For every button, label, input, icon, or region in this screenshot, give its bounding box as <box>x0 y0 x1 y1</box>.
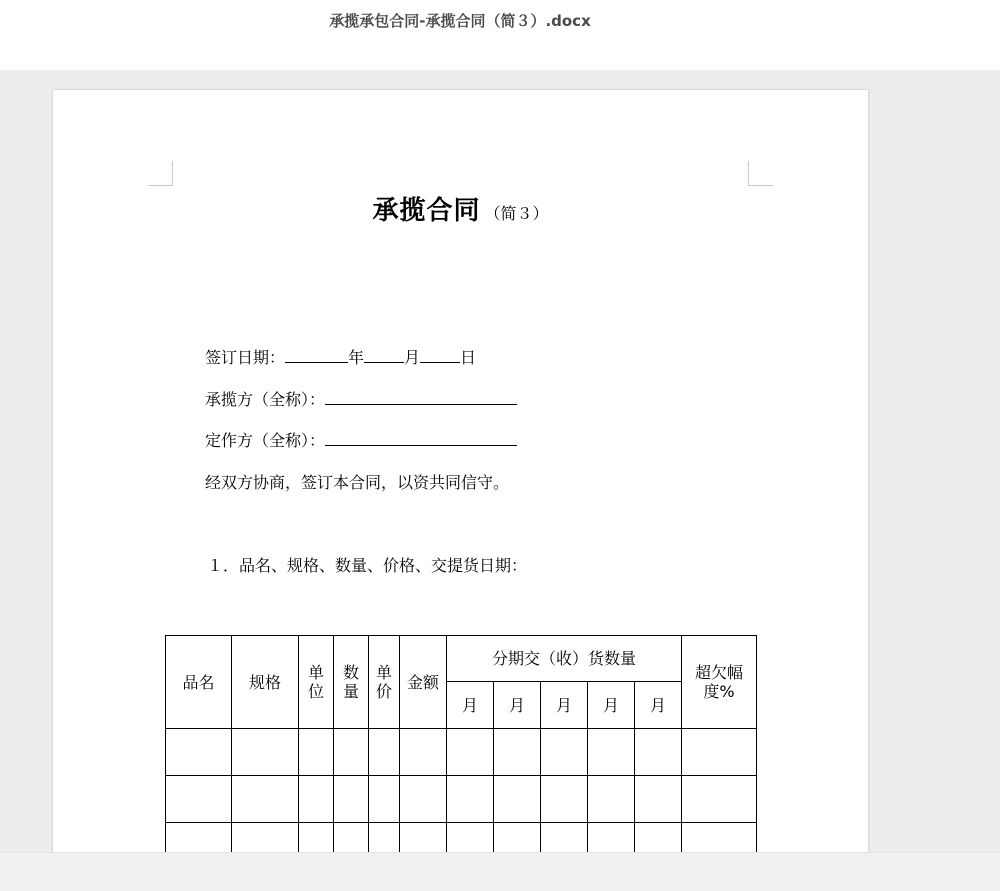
table-cell[interactable] <box>299 776 334 823</box>
table-row[interactable] <box>166 823 757 853</box>
table-cell[interactable] <box>635 776 682 823</box>
table-cell[interactable] <box>494 776 541 823</box>
contract-subtitle: （简３） <box>484 204 549 223</box>
header-month: 月 <box>447 682 494 729</box>
table-cell[interactable] <box>588 776 635 823</box>
year-blank <box>285 348 348 363</box>
orderer-label: 定作方（全称）： <box>205 431 326 450</box>
contractor-blank <box>325 390 517 405</box>
year-label: 年 <box>348 348 365 367</box>
table-cell[interactable] <box>232 729 299 776</box>
table-cell[interactable] <box>541 823 588 853</box>
table-cell[interactable] <box>588 729 635 776</box>
table-cell[interactable] <box>588 823 635 853</box>
table-cell[interactable] <box>682 776 757 823</box>
table-cell[interactable] <box>369 729 400 776</box>
contract-title: 承揽合同 <box>372 196 481 226</box>
header-unit: 单位 <box>307 663 324 701</box>
table-cell[interactable] <box>494 823 541 853</box>
table-cell[interactable] <box>541 729 588 776</box>
document-title: 承揽承包合同-承揽合同（简３）.docx <box>329 12 591 30</box>
document-page[interactable] <box>53 90 868 852</box>
table-cell[interactable] <box>447 776 494 823</box>
orderer-line <box>205 428 517 451</box>
header-over-cell <box>682 636 757 729</box>
table-cell[interactable] <box>447 729 494 776</box>
table-cell[interactable] <box>400 776 447 823</box>
table-cell[interactable] <box>400 729 447 776</box>
header-unit-cell <box>299 636 334 729</box>
orderer-blank <box>325 431 517 446</box>
table-row[interactable] <box>166 729 757 776</box>
table-cell[interactable] <box>682 823 757 853</box>
bottom-bar <box>0 852 1000 891</box>
month-label: 月 <box>404 348 421 367</box>
header-name: 品名 <box>166 636 232 729</box>
table-cell[interactable] <box>299 729 334 776</box>
table-cell[interactable] <box>334 776 369 823</box>
contract-heading <box>53 190 868 227</box>
header-price-cell <box>369 636 400 729</box>
table-cell[interactable] <box>494 729 541 776</box>
header-spec: 规格 <box>232 636 299 729</box>
table-cell[interactable] <box>635 823 682 853</box>
table-cell[interactable] <box>232 823 299 853</box>
table-cell[interactable] <box>400 823 447 853</box>
sign-date-label: 签订日期： <box>205 348 286 367</box>
table-cell[interactable] <box>232 776 299 823</box>
contractor-label: 承揽方（全称）： <box>205 390 326 409</box>
header-month: 月 <box>635 682 682 729</box>
header-amount: 金额 <box>400 636 447 729</box>
margin-mark-top-left <box>148 161 173 186</box>
goods-table <box>165 635 757 852</box>
day-blank <box>420 348 460 363</box>
intro-paragraph: 经双方协商，签订本合同，以资共同信守。 <box>205 473 510 492</box>
header-qty: 数量 <box>342 663 359 701</box>
document-canvas[interactable] <box>0 70 1000 852</box>
clause-1: １．品名、规格、数量、价格、交提货日期： <box>207 556 528 575</box>
header-price: 单价 <box>375 663 392 701</box>
header-month: 月 <box>494 682 541 729</box>
table-cell[interactable] <box>369 776 400 823</box>
month-blank <box>364 348 404 363</box>
margin-mark-top-right <box>748 161 773 186</box>
table-cell[interactable] <box>166 823 232 853</box>
title-bar <box>0 0 1000 70</box>
header-qty-cell <box>334 636 369 729</box>
table-cell[interactable] <box>334 729 369 776</box>
header-over: 超欠幅度% <box>694 663 743 701</box>
day-label: 日 <box>460 348 477 367</box>
header-batch: 分期交（收）货数量 <box>447 636 682 682</box>
table-header-row <box>166 636 757 682</box>
table-cell[interactable] <box>635 729 682 776</box>
sign-date-line <box>205 345 476 368</box>
table-cell[interactable] <box>541 776 588 823</box>
table-cell[interactable] <box>682 729 757 776</box>
header-month: 月 <box>588 682 635 729</box>
header-month: 月 <box>541 682 588 729</box>
table-cell[interactable] <box>166 776 232 823</box>
table-cell[interactable] <box>369 823 400 853</box>
table-cell[interactable] <box>299 823 334 853</box>
table-row[interactable] <box>166 776 757 823</box>
contractor-line <box>205 387 517 410</box>
table-cell[interactable] <box>447 823 494 853</box>
table-cell[interactable] <box>334 823 369 853</box>
table-cell[interactable] <box>166 729 232 776</box>
